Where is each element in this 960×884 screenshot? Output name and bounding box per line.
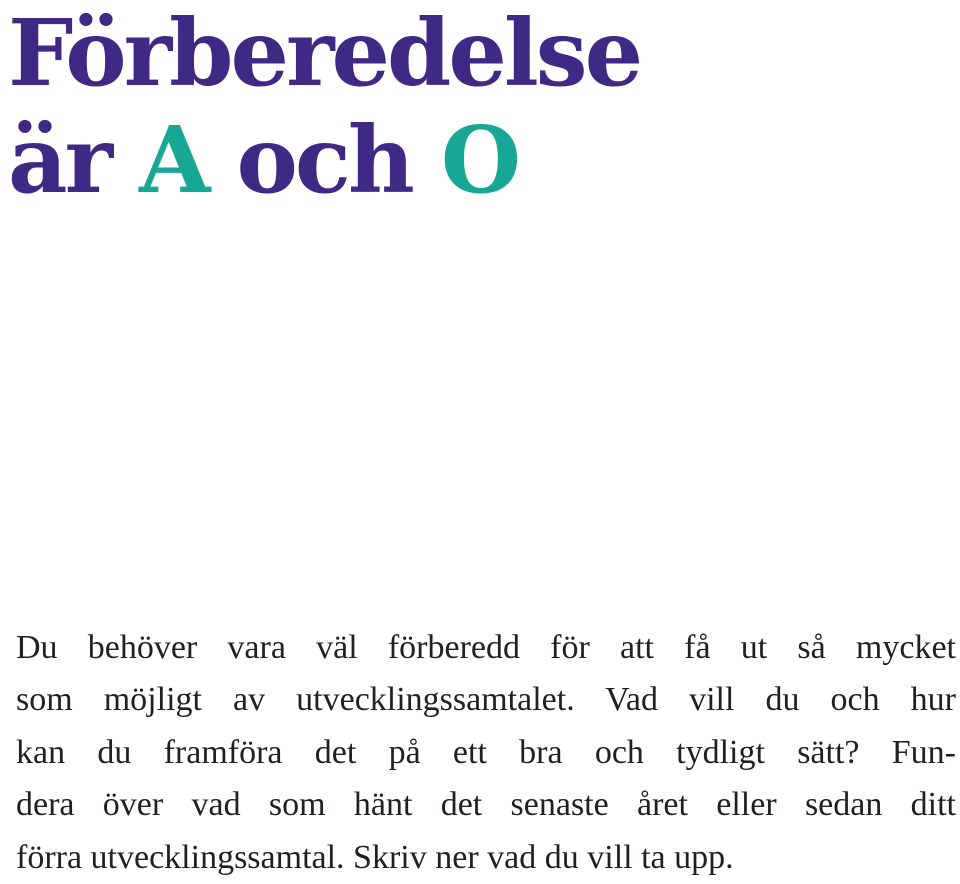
title-line-1: Förberedelse — [8, 0, 641, 107]
paragraph-line: Du behöver vara väl förberedd för att få ut så mycket — [16, 629, 956, 666]
intro-paragraph — [16, 622, 956, 884]
paragraph-line: kan du framföra det på ett bra och tydligt sätt? Fun- — [16, 733, 956, 771]
title-word-ar: är — [8, 106, 140, 214]
paragraph-line: som möjligt av utvecklingssamtalet. Vad vill du och hur — [16, 681, 956, 719]
title-line-2 — [8, 107, 640, 214]
title-accent-o: O — [440, 106, 518, 214]
title-accent-a: A — [139, 106, 208, 214]
paragraph-line: dera över vad som hänt det senaste året eller sedan ditt — [16, 786, 956, 824]
page-title — [8, 0, 640, 214]
paragraph-line: förra utvecklingssamtal. Skriv ner vad du vill ta upp. — [16, 838, 734, 876]
title-word-och: och — [207, 106, 441, 214]
